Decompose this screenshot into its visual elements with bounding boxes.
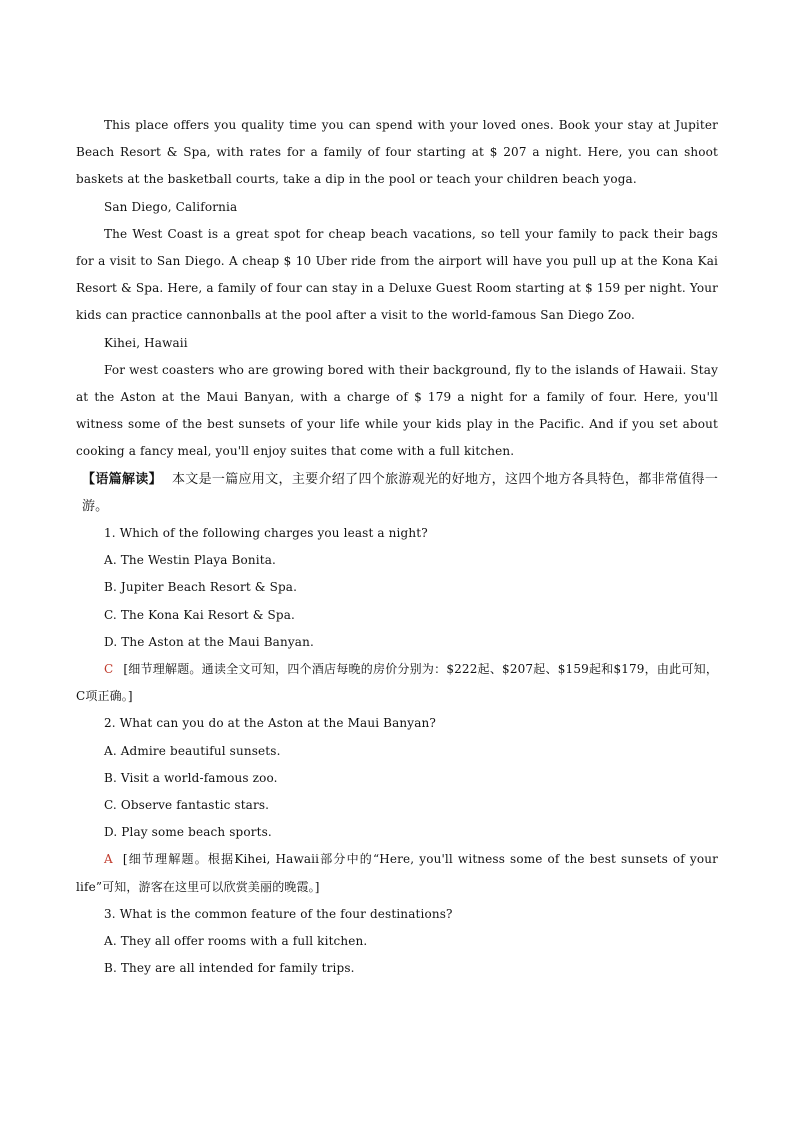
analysis-paragraph [76,466,718,520]
question-1-answer: C [104,662,114,677]
question-3-stem: 3. What is the common feature of the four destinations? [104,906,453,921]
question-3-option-b: B. They are all intended for family trips. [104,961,355,976]
question-2-option-d: D. Play some beach sports. [104,825,272,840]
analysis-text: 本文是一篇应用文，主要介绍了四个旅游观光的好地方，这四个地方各具特色，都非常值得一游。 [82,471,718,514]
question-1-option-d: D. The Aston at the Maui Banyan. [104,634,314,649]
question-2-explanation [76,846,718,900]
question-1-explanation-text: [细节理解题。通读全文可知，四个酒店每晚的房价分别为：$222起、$207起、$159起和$179，由此可知，C项正确。] [76,662,718,704]
san-diego-heading: San Diego, California [104,199,238,214]
question-1-option-a: A. The Westin Playa Bonita. [104,553,277,568]
question-2-option-a: A. Admire beautiful sunsets. [104,743,281,758]
kihei-heading: Kihei, Hawaii [104,335,188,350]
question-2-option-b: B. Visit a world-famous zoo. [104,770,278,785]
question-2-answer: A [104,852,113,867]
question-2-explanation-text: [细节理解题。根据Kihei, Hawaii部分中的“Here, you'll witness some of the best sunsets of your life”可知，游客在这里可以欣赏美丽的晚霞。] [76,852,718,894]
document-page [76,112,718,983]
question-3-option-a: A. They all offer rooms with a full kitchen. [104,934,368,949]
question-1-stem: 1. Which of the following charges you least a night? [104,526,428,541]
san-diego-paragraph: The West Coast is a great spot for cheap beach vacations, so tell your family to pack their bags for a visit to San Diego. A cheap $ 10 Uber ride from the airport will have you pull up at the Kona Kai Resort & Spa. Here, a family of four can stay in a Deluxe Guest Room starting at $ 159 per night. Your kids can practice cannonballs at the pool after a visit to the world-famous San Diego Zoo. [76,226,718,323]
kihei-paragraph: For west coasters who are growing bored with their background, fly to the islands of Hawaii. Stay at the Aston at the Maui Banyan, with a charge of $ 179 a night for a family of four. Here, you'll witness some of the best sunsets of your life while your kids play in the Pacific. And if you set about cooking a fancy meal, you'll enjoy suites that come with a full kitchen. [76,362,718,459]
question-1-option-b: B. Jupiter Beach Resort & Spa. [104,580,298,595]
analysis-label: 【语篇解读】 [82,471,162,487]
question-1-option-c: C. The Kona Kai Resort & Spa. [104,607,295,622]
question-2-option-c: C. Observe fantastic stars. [104,798,270,813]
jupiter-paragraph: This place offers you quality time you can spend with your loved ones. Book your stay at Jupiter Beach Resort & Spa, with rates for a family of four starting at $ 207 a night. Here, you can shoot baskets at the basketball courts, take a dip in the pool or teach your children beach yoga. [76,118,718,187]
question-1-explanation [76,656,718,710]
question-2-stem: 2. What can you do at the Aston at the Maui Banyan? [104,716,437,731]
